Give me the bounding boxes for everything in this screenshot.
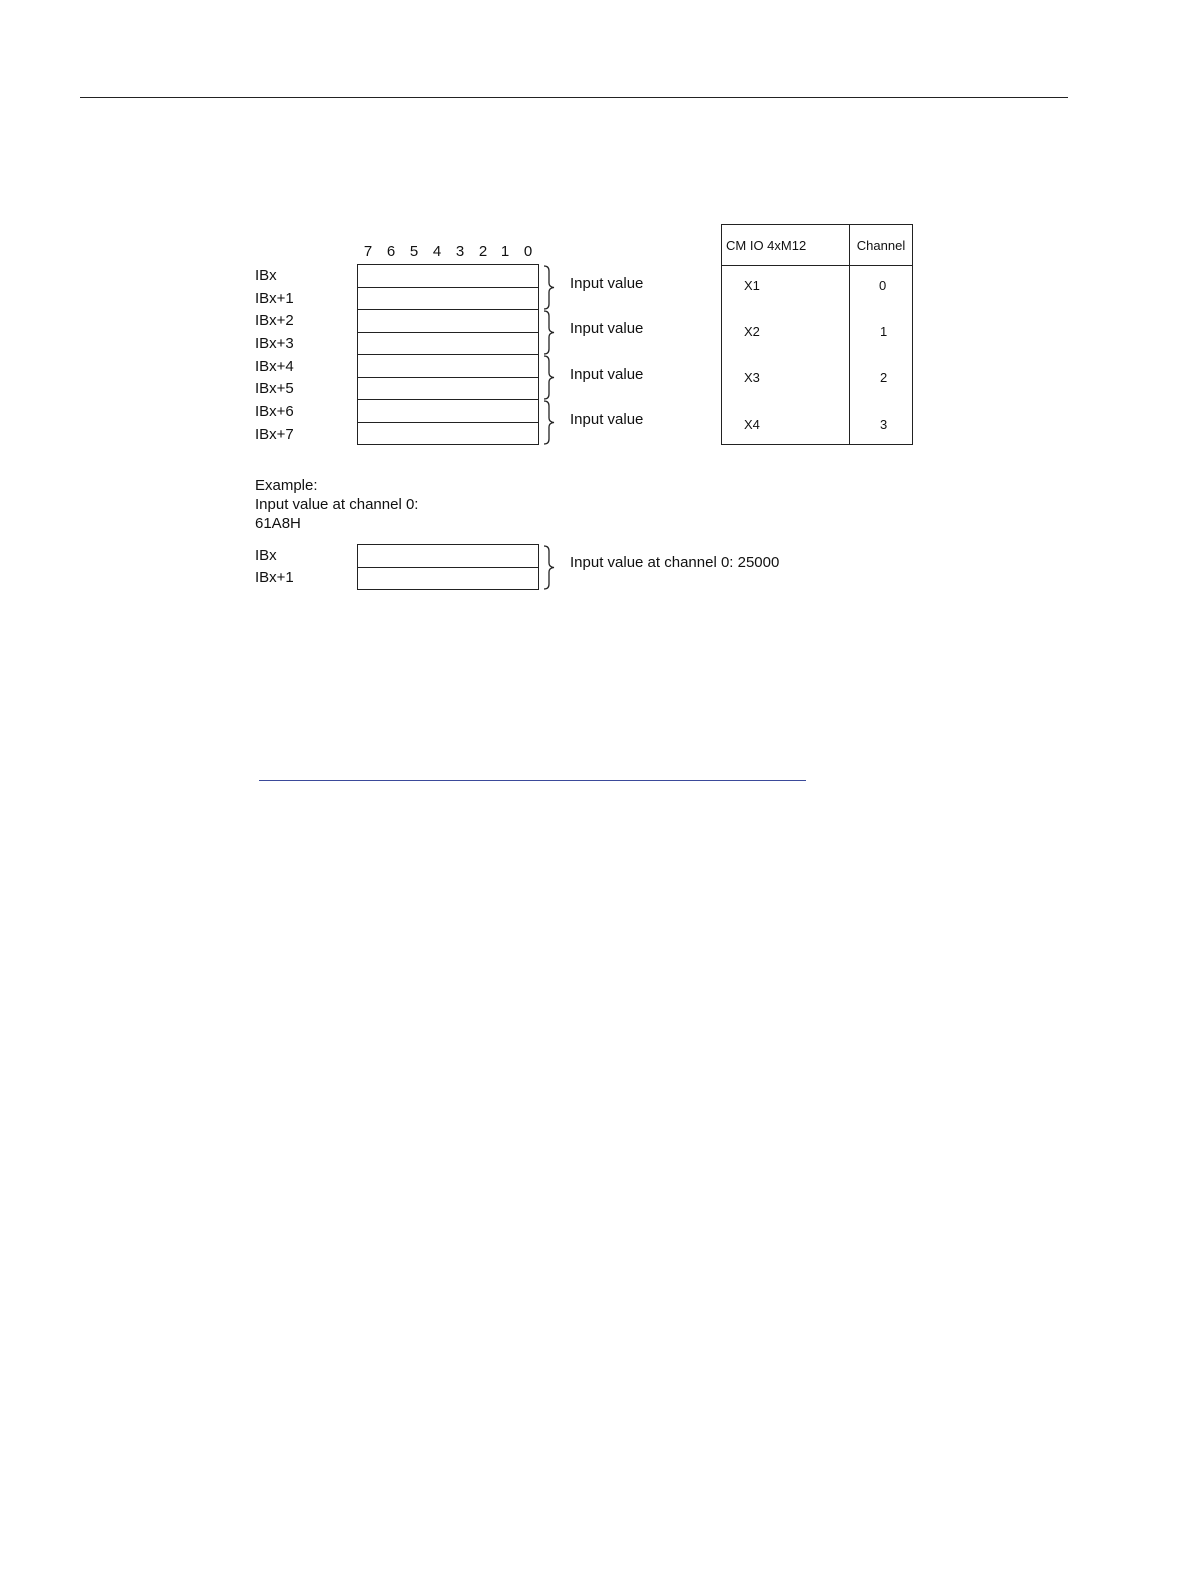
register-row [358,333,538,356]
example-hex-value: 61A8H [255,515,301,532]
input-value-label: Input value [570,366,644,383]
bit-number: 5 [409,243,419,260]
byte-label: IBx+4 [255,358,294,375]
table-header-channel: Channel [850,225,913,266]
bit-number: 6 [386,243,396,260]
byte-label: IBx+6 [255,403,294,420]
byte-label: IBx+3 [255,335,294,352]
header-rule [80,97,1068,98]
connector-column [722,266,850,445]
example-heading: Example: [255,477,318,494]
brace-icon [541,545,561,590]
byte-label: IBx+5 [255,380,294,397]
example-result: Input value at channel 0: 25000 [570,554,780,571]
byte-label: IBx [255,547,277,564]
channel-cell: 3 [880,417,888,432]
input-value-label: Input value [570,411,644,428]
connector-cell: X2 [744,324,760,339]
bit-number: 1 [500,243,510,260]
byte-label: IBx [255,267,277,284]
register-row [358,355,538,378]
brace-icon [541,265,561,310]
register-row [358,545,538,568]
brace-icon [541,400,561,445]
register-row [358,288,538,311]
byte-label: IBx+1 [255,569,294,586]
brace-icon [541,310,561,355]
channel-cell: 2 [880,370,888,385]
link-underline [259,780,806,781]
register-row [358,378,538,401]
byte-label: IBx+1 [255,290,294,307]
channel-cell: 1 [880,324,888,339]
channel-cell: 0 [879,278,887,293]
channel-column [850,266,913,445]
connector-cell: X1 [744,278,760,293]
bit-number: 3 [455,243,465,260]
register-row [358,568,538,590]
example-register-block [357,544,539,590]
table-header-connector: CM IO 4xM12 [722,225,850,266]
bit-number: 2 [478,243,488,260]
register-row [358,310,538,333]
brace-icon [541,355,561,400]
register-row [358,265,538,288]
register-row [358,423,538,445]
byte-label: IBx+7 [255,426,294,443]
register-row [358,400,538,423]
input-register-block [357,264,539,445]
connector-cell: X3 [744,370,760,385]
channel-mapping-table [721,224,913,445]
input-value-label: Input value [570,275,644,292]
example-line: Input value at channel 0: [255,496,419,513]
input-value-label: Input value [570,320,644,337]
bit-number: 4 [432,243,442,260]
connector-cell: X4 [744,417,760,432]
byte-label: IBx+2 [255,312,294,329]
bit-number: 0 [523,243,533,260]
bit-number: 7 [363,243,373,260]
